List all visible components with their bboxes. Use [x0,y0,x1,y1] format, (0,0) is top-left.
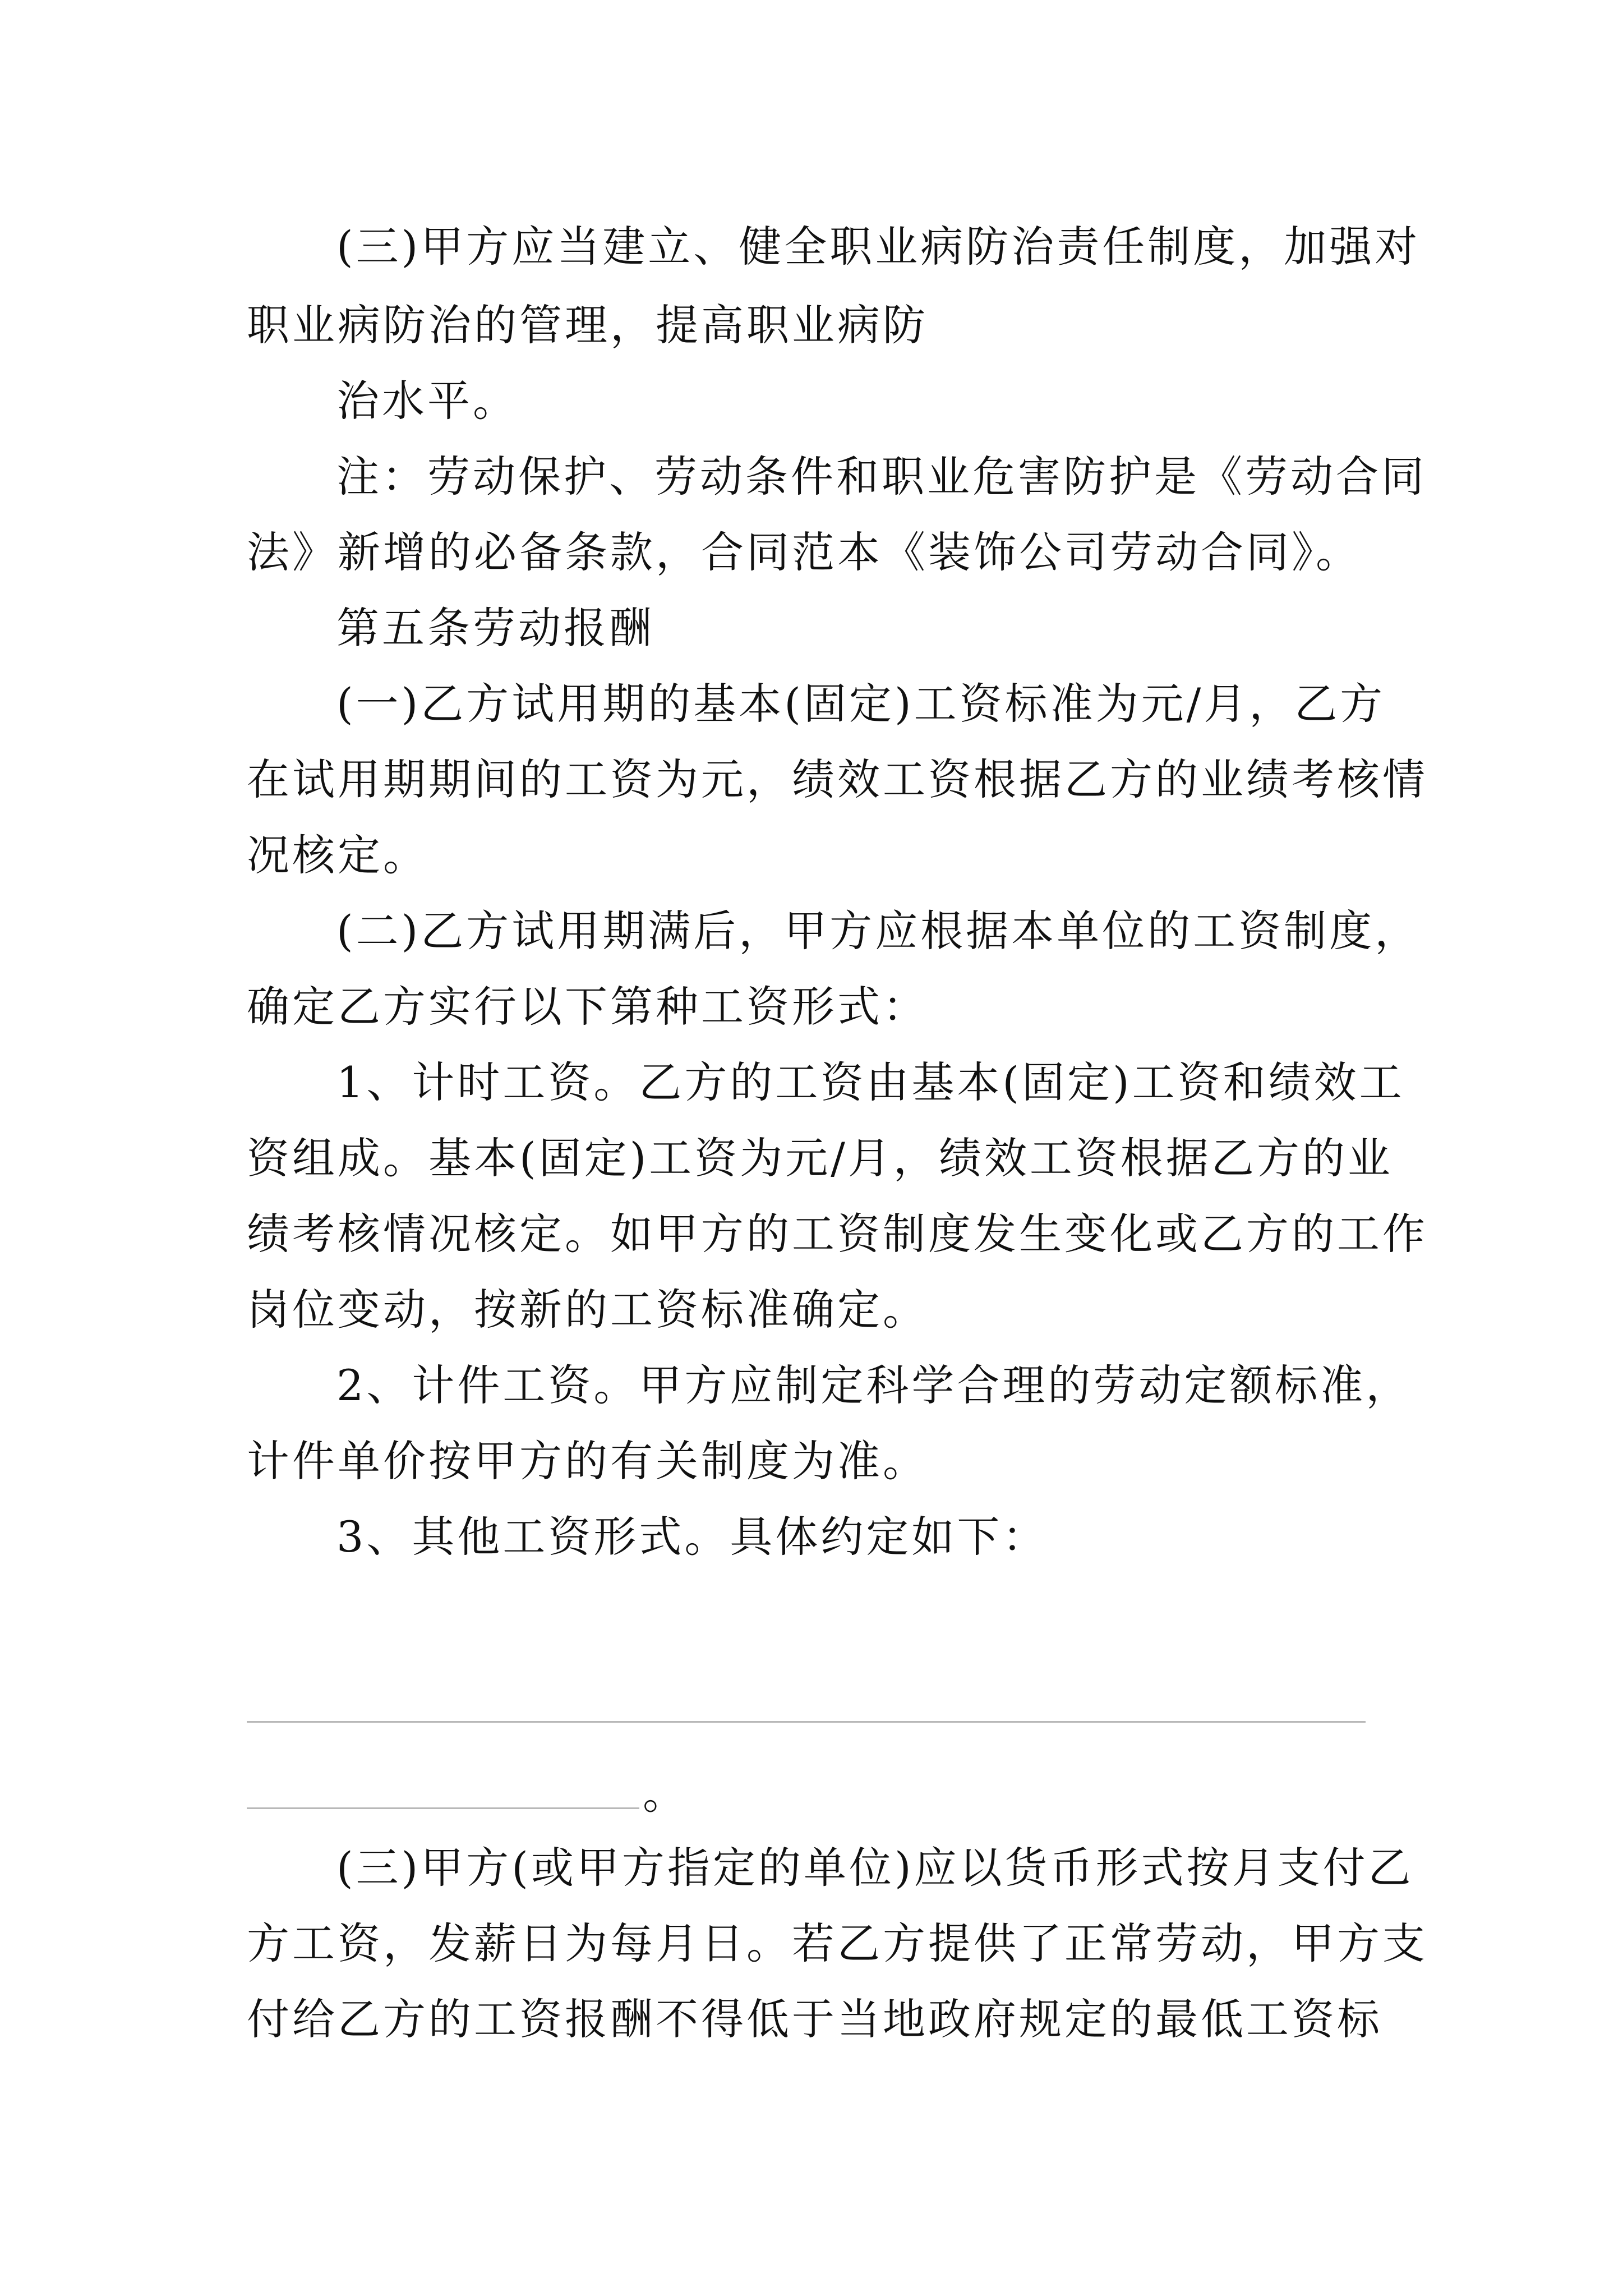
paragraph-line: (一)乙方试用期的基本(固定)工资标准为元/月，乙方 [336,679,1386,729]
blank-end-mark: 。 [643,1769,685,1819]
paragraph-line: 岗位变动，按新的工资标准确定。 [247,1285,928,1335]
paragraph-line: 计件单价按甲方的有关制度为准。 [247,1436,928,1486]
paragraph-line: 在试用期期间的工资为元，绩效工资根据乙方的业绩考核情 [247,754,1428,804]
blank-fill-line [247,1807,639,1809]
paragraph-line: 职业病防治的管理，提高职业病防 [247,300,928,350]
paragraph-line: (三)甲方(或甲方指定的单位)应以货币形式按月支付乙 [336,1843,1414,1893]
paragraph-line: 方工资，发薪日为每月日。若乙方提供了正常劳动，甲方支 [247,1918,1428,1968]
paragraph-line: 法》新增的必备条款，合同范本《装饰公司劳动合同》。 [247,527,1361,577]
paragraph-line: 治水平。 [336,376,518,426]
paragraph-line: 3、其他工资形式。具体约定如下： [336,1512,1048,1562]
section-heading: 第五条劳动报酬 [336,603,654,653]
blank-fill-line [247,1721,1366,1723]
paragraph-line: 况核定。 [247,830,428,880]
paragraph-line: 注：劳动保护、劳动条件和职业危害防护是《劳动合同 [336,452,1427,501]
paragraph-line: 付给乙方的工资报酬不得低于当地政府规定的最低工资标 [247,1994,1382,2044]
paragraph-line: (二)乙方试用期满后，甲方应根据本单位的工资制度， [336,906,1421,956]
paragraph-line: 1、计时工资。乙方的工资由基本(固定)工资和绩效工 [336,1057,1405,1107]
paragraph-line: 资组成。基本(固定)工资为元/月，绩效工资根据乙方的业 [247,1133,1393,1183]
paragraph-line: 绩考核情况核定。如甲方的工资制度发生变化或乙方的工作 [247,1209,1428,1259]
paragraph-line: (三)甲方应当建立、健全职业病防治责任制度，加强对 [336,222,1421,272]
paragraph-line: 2、计件工资。甲方应制定科学合理的劳动定额标准， [336,1360,1412,1410]
paragraph-line: 确定乙方实行以下第种工资形式： [247,982,928,1032]
